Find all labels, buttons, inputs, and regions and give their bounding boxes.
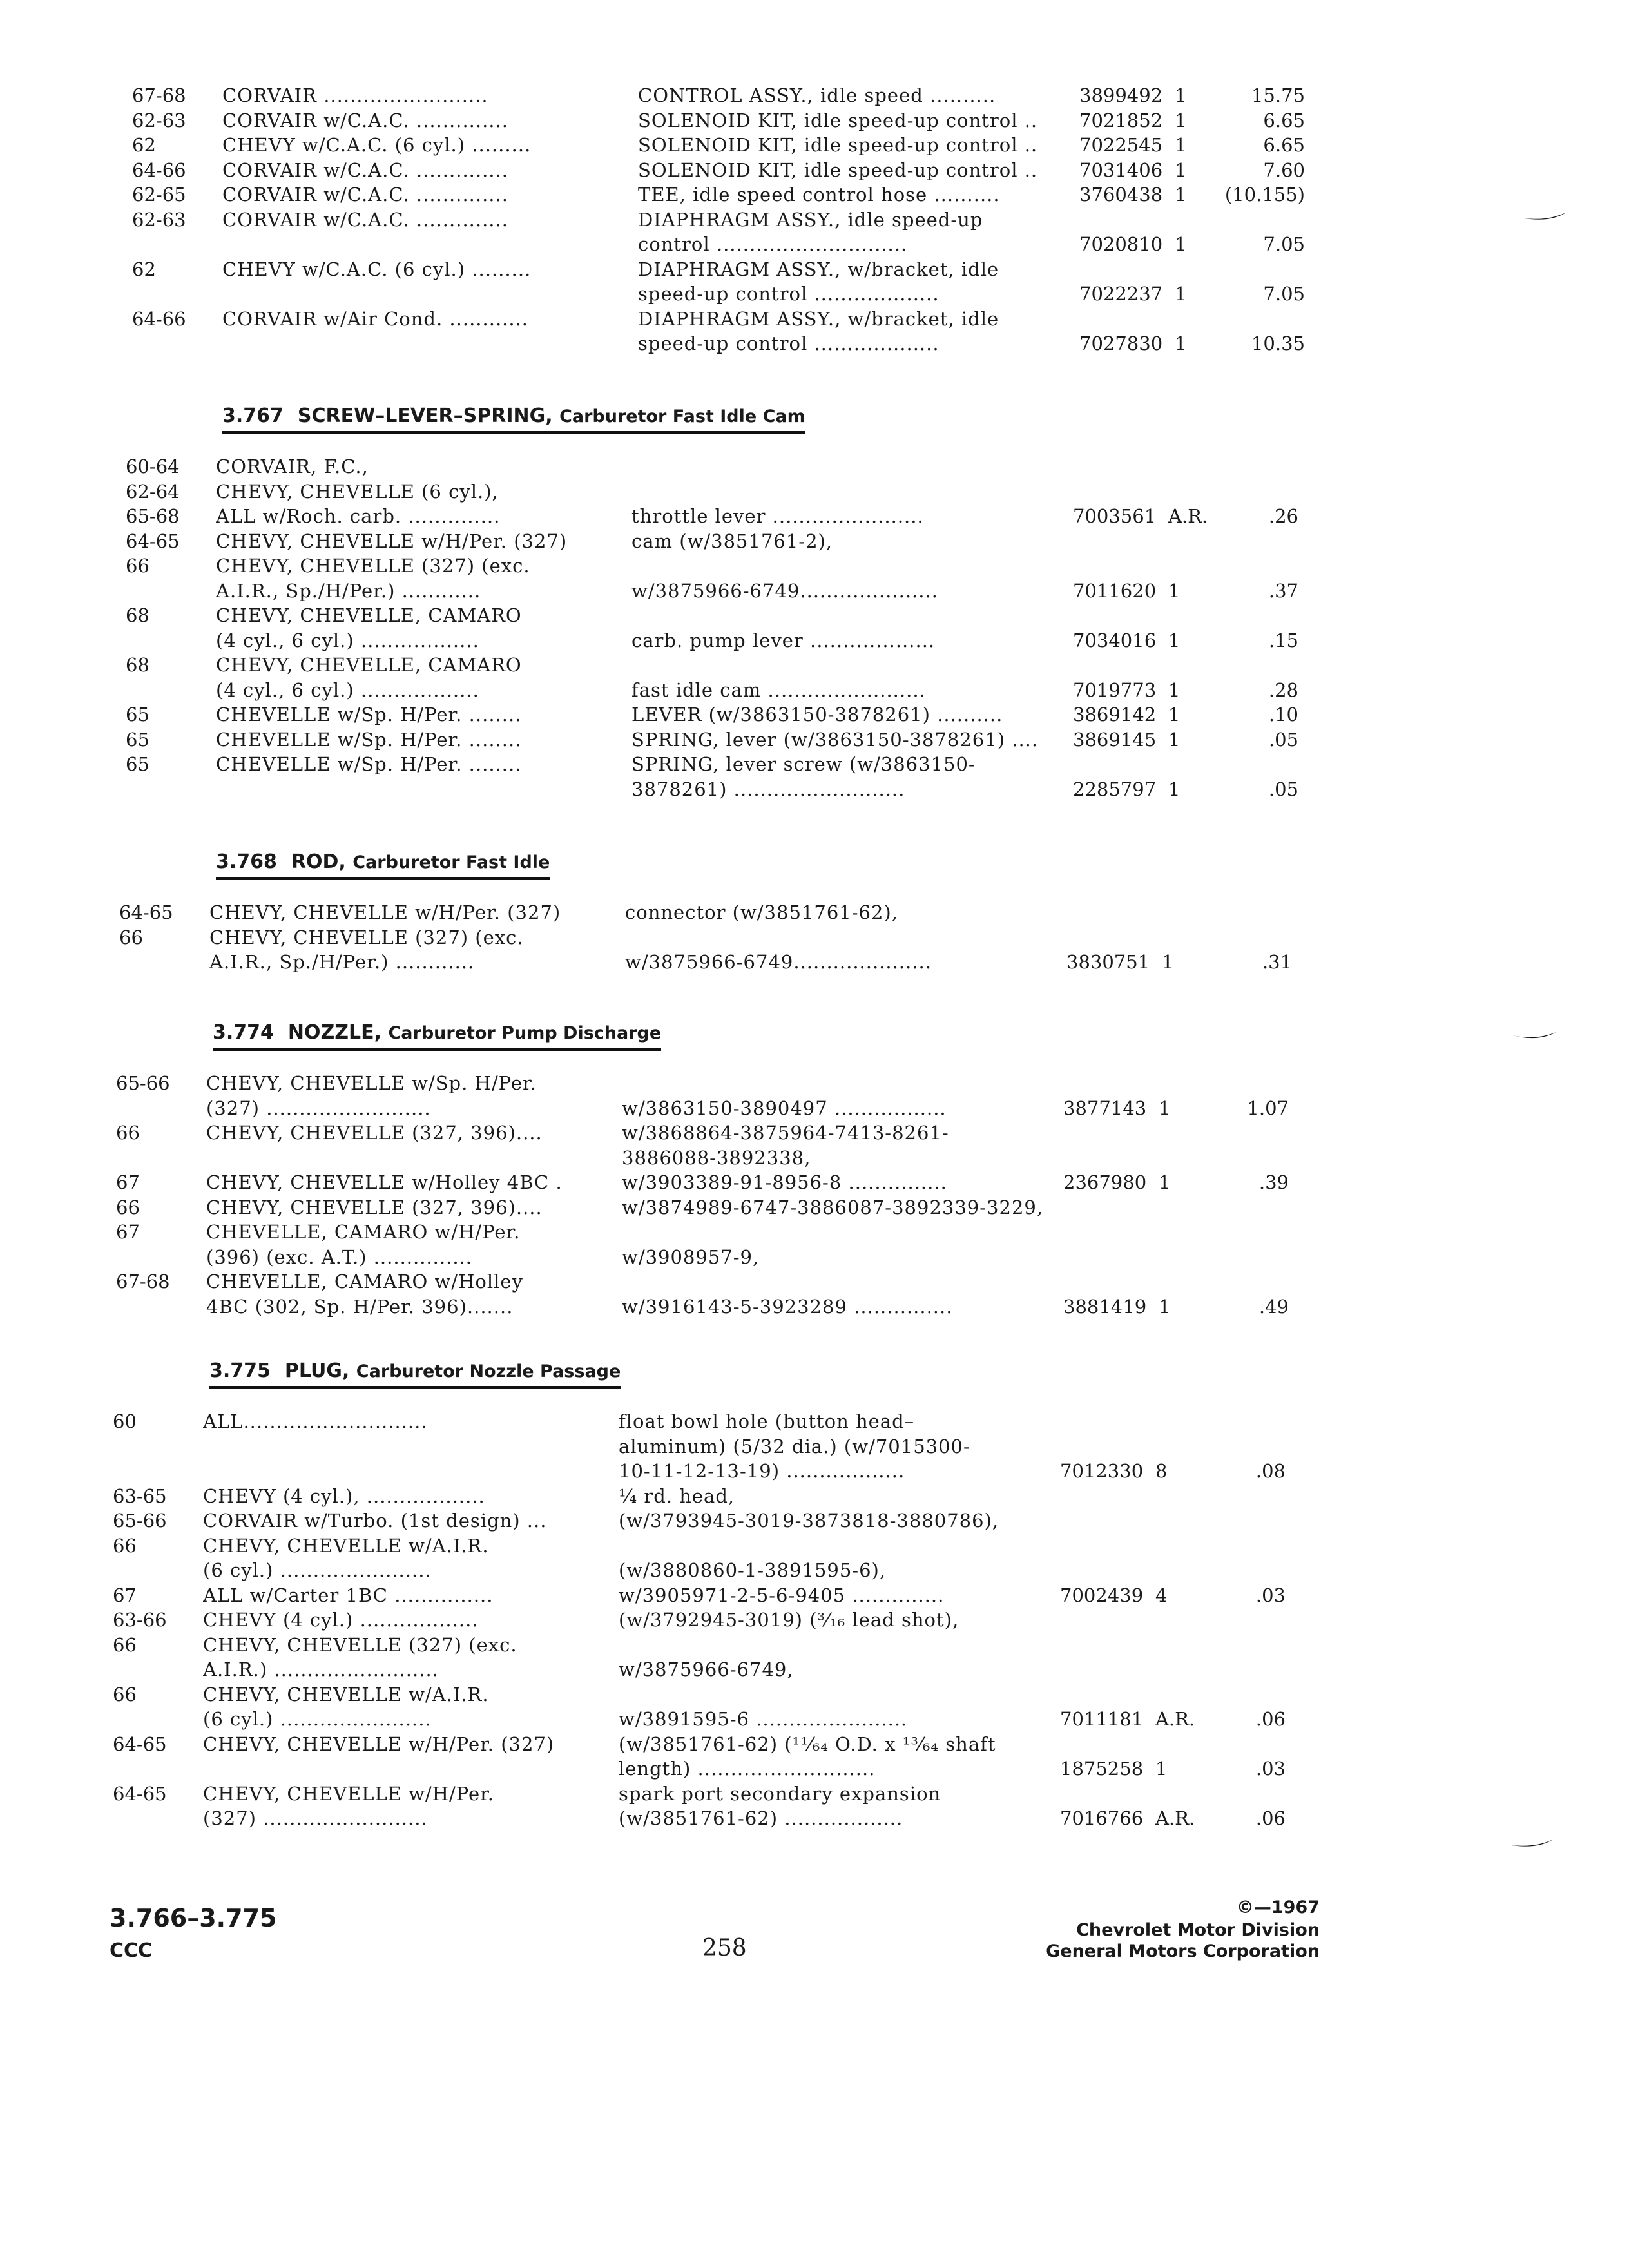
year-cell: 64-65 (119, 901, 173, 923)
year-cell: 66 (116, 1122, 140, 1144)
model-cell: A.I.R.) ......................... (203, 1658, 439, 1680)
year-cell: 67 (116, 1221, 140, 1243)
quantity-cell: 1 (1168, 778, 1181, 800)
description-cell: fast idle cam ........................ (631, 679, 926, 701)
model-cell: CORVAIR, F.C., (216, 456, 369, 477)
model-cell: CHEVY, CHEVELLE, CAMARO (216, 654, 522, 676)
price-cell: .06 (1255, 1708, 1286, 1730)
part-number-cell: 7011181 (1060, 1708, 1144, 1730)
description-cell: 3886088-3892338, (622, 1147, 811, 1169)
table-row (113, 1608, 1292, 1634)
description-cell: 3878261) .......................... (631, 778, 905, 800)
section-title: NOZZLE, (287, 1021, 382, 1044)
part-number-cell: 7019773 (1073, 679, 1157, 701)
scan-mark (1508, 1840, 1553, 1850)
description-cell: w/3874989-6747-3886087-3892339-3229, (622, 1196, 1044, 1218)
year-cell: 60 (113, 1410, 137, 1432)
section-number: 3.768 (216, 850, 277, 873)
quantity-cell: 1 (1159, 1296, 1171, 1318)
year-cell: 62-63 (132, 110, 186, 131)
model-cell: ALL w/Carter 1BC ............... (203, 1584, 494, 1606)
model-cell: CHEVY, CHEVELLE w/H/Per. (327) (209, 901, 561, 923)
table-row (113, 1757, 1292, 1783)
description-cell: w/3908957-9, (622, 1246, 760, 1268)
description-cell: SPRING, lever (w/3863150-3878261) .... (631, 729, 1039, 751)
year-cell: 62-64 (126, 481, 180, 503)
table-row (113, 1584, 1292, 1610)
quantity-cell: 1 (1168, 729, 1181, 751)
table-row (113, 1683, 1292, 1709)
year-cell: 62 (132, 258, 156, 280)
quantity-cell: 1 (1155, 1758, 1168, 1780)
year-cell: 66 (119, 927, 143, 948)
table-row (116, 1097, 1295, 1122)
description-cell: ¼ rd. head, (619, 1485, 735, 1507)
table-row (132, 332, 1311, 358)
table-row (132, 133, 1311, 159)
description-cell: (w/3880860-1-3891595-6), (619, 1559, 887, 1581)
table-row (126, 753, 1305, 778)
price-cell: .10 (1268, 704, 1298, 726)
table-row (116, 1295, 1295, 1321)
year-cell: 68 (126, 604, 149, 626)
model-cell: (396) (exc. A.T.) ............... (206, 1246, 472, 1268)
year-cell: 60-64 (126, 456, 180, 477)
model-cell: CHEVY, CHEVELLE w/H/Per. (327) (203, 1733, 555, 1755)
year-cell: 64-66 (132, 308, 186, 330)
table-row (113, 1807, 1292, 1832)
model-cell: CHEVELLE, CAMARO w/H/Per. (206, 1221, 521, 1243)
part-number-cell: 7002439 (1060, 1584, 1144, 1606)
description-cell: w/3868864-3875964-7413-8261- (622, 1122, 949, 1144)
quantity-cell: 1 (1168, 704, 1181, 726)
description-cell: w/3916143-5-3923289 ............... (622, 1296, 953, 1318)
year-cell: 64-66 (132, 159, 186, 181)
model-cell: CHEVELLE w/Sp. H/Per. ........ (216, 729, 522, 751)
part-number-cell: 7020810 (1079, 233, 1163, 255)
price-cell: .03 (1255, 1584, 1286, 1606)
year-cell: 65 (126, 704, 149, 726)
price-cell: .28 (1268, 679, 1298, 701)
part-number-cell: 3869142 (1073, 704, 1157, 726)
table-row (113, 1733, 1292, 1758)
section-number: 3.767 (222, 405, 284, 427)
description-cell: control ............................. (638, 233, 908, 255)
model-cell: CHEVY w/C.A.C. (6 cyl.) ......... (222, 134, 532, 156)
description-cell: DIAPHRAGM ASSY., w/bracket, idle (638, 308, 999, 330)
description-cell: 10-11-12-13-19) .................. (619, 1460, 905, 1482)
quantity-cell: A.R. (1168, 505, 1208, 527)
year-cell: 64-65 (113, 1733, 167, 1755)
description-cell: w/3863150-3890497 ................. (622, 1097, 947, 1119)
table-row (132, 233, 1311, 258)
table-row (126, 455, 1305, 481)
description-cell: speed-up control ................... (638, 332, 940, 354)
year-cell: 66 (126, 555, 149, 577)
part-number-cell: 3877143 (1063, 1097, 1147, 1119)
model-cell: CORVAIR w/C.A.C. .............. (222, 209, 508, 231)
year-cell: 66 (113, 1535, 137, 1557)
model-cell: CHEVY, CHEVELLE (6 cyl.), (216, 481, 499, 503)
model-cell: CHEVY, CHEVELLE w/H/Per. (203, 1783, 495, 1805)
model-cell: CORVAIR w/C.A.C. .............. (222, 110, 508, 131)
table-row (126, 778, 1305, 803)
table-row (116, 1196, 1295, 1222)
description-cell: LEVER (w/3863150-3878261) .......... (631, 704, 1003, 726)
model-cell: CHEVY, CHEVELLE w/A.I.R. (203, 1684, 489, 1706)
model-cell: CHEVY (4 cyl.), .................. (203, 1485, 485, 1507)
model-cell: CORVAIR w/C.A.C. .............. (222, 159, 508, 181)
part-number-cell: 3881419 (1063, 1296, 1147, 1318)
table-row (132, 208, 1311, 234)
table-row (132, 258, 1311, 284)
quantity-cell: A.R. (1155, 1807, 1195, 1829)
table-row (116, 1270, 1295, 1296)
table-row (132, 307, 1311, 333)
part-number-cell: 3830751 (1066, 951, 1150, 973)
table-row (132, 109, 1311, 135)
price-cell: .31 (1262, 951, 1292, 973)
description-cell: SOLENOID KIT, idle speed-up control .. (638, 110, 1038, 131)
table-row (116, 1245, 1295, 1271)
quantity-cell: 1 (1168, 580, 1181, 602)
section-header (216, 850, 550, 880)
year-cell: 66 (116, 1196, 140, 1218)
part-number-cell: 7021852 (1079, 110, 1163, 131)
description-cell: w/3875966-6749..................... (631, 580, 938, 602)
description-cell: CONTROL ASSY., idle speed .......... (638, 84, 996, 106)
part-number-cell: 3760438 (1079, 184, 1163, 206)
table-row (126, 703, 1305, 729)
part-number-cell: 7027830 (1079, 332, 1163, 354)
price-cell: 7.05 (1263, 233, 1305, 255)
section-number: 3.774 (213, 1021, 274, 1044)
description-cell: (w/3851761-62) (¹¹⁄₆₄ O.D. x ¹³⁄₆₄ shaft (619, 1733, 996, 1755)
description-cell: throttle lever ....................... (631, 505, 924, 527)
table-row (119, 901, 1298, 927)
description-cell: SPRING, lever screw (w/3863150- (631, 753, 976, 775)
table-row (119, 926, 1298, 952)
description-cell: spark port secondary expansion (619, 1783, 941, 1805)
price-cell: .39 (1258, 1171, 1289, 1193)
model-cell: 4BC (302, Sp. H/Per. 396)....... (206, 1296, 514, 1318)
price-cell: 7.05 (1263, 283, 1305, 305)
description-cell: carb. pump lever ................... (631, 629, 936, 651)
model-cell: ALL w/Roch. carb. .............. (216, 505, 501, 527)
model-cell: CHEVELLE, CAMARO w/Holley (206, 1271, 523, 1293)
footer-copyright: ©—1967 (1236, 1898, 1320, 1917)
year-cell: 65-68 (126, 505, 180, 527)
quantity-cell: 1 (1168, 679, 1181, 701)
footer-corporation: General Motors Corporation (1046, 1941, 1320, 1961)
part-number-cell: 3899492 (1079, 84, 1163, 106)
table-row (126, 604, 1305, 629)
model-cell: (327) ......................... (206, 1097, 431, 1119)
description-cell: cam (w/3851761-2), (631, 530, 833, 552)
section-title: ROD, (291, 850, 346, 873)
table-row (113, 1559, 1292, 1584)
description-cell: w/3905971-2-5-6-9405 .............. (619, 1584, 945, 1606)
section-subtitle: Carburetor Fast Idle Cam (559, 407, 805, 427)
description-cell: w/3891595-6 ....................... (619, 1708, 908, 1730)
description-cell: float bowl hole (button head– (619, 1410, 915, 1432)
quantity-cell: 1 (1175, 283, 1187, 305)
part-number-cell: 7031406 (1079, 159, 1163, 181)
section-header (209, 1360, 621, 1389)
table-row (126, 505, 1305, 530)
model-cell: (4 cyl., 6 cyl.) .................. (216, 629, 479, 651)
description-cell: w/3875966-6749, (619, 1658, 794, 1680)
year-cell: 65-66 (116, 1072, 170, 1094)
price-cell: 6.65 (1263, 110, 1305, 131)
model-cell: CHEVY, CHEVELLE (327) (exc. (209, 927, 524, 948)
price-cell: .15 (1268, 629, 1298, 651)
description-cell: connector (w/3851761-62), (625, 901, 898, 923)
model-cell: A.I.R., Sp./H/Per.) ............ (216, 580, 481, 602)
table-row (126, 579, 1305, 605)
table-row (119, 950, 1298, 976)
price-cell: .49 (1258, 1296, 1289, 1318)
part-number-cell: 1875258 (1060, 1758, 1144, 1780)
quantity-cell: 1 (1175, 134, 1187, 156)
year-cell: 65 (126, 729, 149, 751)
table-row (113, 1782, 1292, 1808)
year-cell: 64-65 (126, 530, 180, 552)
table-row (113, 1633, 1292, 1659)
description-cell: (w/3793945-3019-3873818-3880786), (619, 1510, 999, 1532)
part-number-cell: 7003561 (1073, 505, 1157, 527)
table-row (126, 554, 1305, 580)
section-subtitle: Carburetor Nozzle Passage (356, 1361, 621, 1381)
year-cell: 63-65 (113, 1485, 167, 1507)
model-cell: CHEVY, CHEVELLE (327, 396).... (206, 1122, 543, 1144)
model-cell: (6 cyl.) ....................... (203, 1559, 432, 1581)
model-cell: (6 cyl.) ....................... (203, 1708, 432, 1730)
description-cell: SOLENOID KIT, idle speed-up control .. (638, 134, 1038, 156)
model-cell: CHEVELLE w/Sp. H/Per. ........ (216, 753, 522, 775)
table-row (113, 1707, 1292, 1733)
price-cell: (10.155) (1224, 184, 1305, 206)
year-cell: 62-63 (132, 209, 186, 231)
model-cell: CHEVY, CHEVELLE w/H/Per. (327) (216, 530, 568, 552)
model-cell: CHEVY, CHEVELLE w/Holley 4BC . (206, 1171, 563, 1193)
quantity-cell: 1 (1159, 1171, 1171, 1193)
quantity-cell: 1 (1175, 110, 1187, 131)
description-cell: speed-up control ................... (638, 283, 940, 305)
price-cell: 10.35 (1251, 332, 1305, 354)
table-row (132, 282, 1311, 308)
model-cell: CORVAIR w/Turbo. (1st design) ... (203, 1510, 547, 1532)
year-cell: 67-68 (116, 1271, 170, 1293)
price-cell: 15.75 (1251, 84, 1305, 106)
table-row (116, 1171, 1295, 1196)
model-cell: CHEVY, CHEVELLE (327, 396).... (206, 1196, 543, 1218)
footer-division: Chevrolet Motor Division (1076, 1920, 1320, 1940)
price-cell: .26 (1268, 505, 1298, 527)
part-number-cell: 3869145 (1073, 729, 1157, 751)
price-cell: .08 (1255, 1460, 1286, 1482)
table-row (132, 183, 1311, 209)
model-cell: CHEVY w/C.A.C. (6 cyl.) ......... (222, 258, 532, 280)
model-cell: (4 cyl., 6 cyl.) .................. (216, 679, 479, 701)
price-cell: 6.65 (1263, 134, 1305, 156)
footer-range: 3.766–3.775 (110, 1904, 277, 1932)
part-number-cell: 7022545 (1079, 134, 1163, 156)
table-row (113, 1410, 1292, 1436)
quantity-cell: 1 (1175, 184, 1187, 206)
quantity-cell: 4 (1155, 1584, 1168, 1606)
table-row (126, 629, 1305, 655)
model-cell: CORVAIR ......................... (222, 84, 488, 106)
description-cell: w/3875966-6749..................... (625, 951, 932, 973)
year-cell: 67-68 (132, 84, 186, 106)
table-row (126, 653, 1305, 679)
table-row (132, 159, 1311, 184)
price-cell: 7.60 (1263, 159, 1305, 181)
quantity-cell: 1 (1175, 84, 1187, 106)
table-row (113, 1509, 1292, 1535)
part-number-cell: 2367980 (1063, 1171, 1147, 1193)
table-row (113, 1459, 1292, 1485)
part-number-cell: 2285797 (1073, 778, 1157, 800)
model-cell: CHEVY (4 cyl.) .................. (203, 1609, 479, 1631)
section-subtitle: Carburetor Pump Discharge (388, 1023, 662, 1043)
model-cell: CHEVY, CHEVELLE (327) (exc. (216, 555, 530, 577)
scan-mark (1521, 213, 1566, 223)
table-row (116, 1220, 1295, 1246)
price-cell: .06 (1255, 1807, 1286, 1829)
model-cell: ALL............................ (203, 1410, 428, 1432)
quantity-cell: 1 (1175, 233, 1187, 255)
part-number-cell: 7012330 (1060, 1460, 1144, 1482)
year-cell: 67 (113, 1584, 137, 1606)
table-row (116, 1146, 1295, 1172)
year-cell: 66 (113, 1684, 137, 1706)
description-cell: TEE, idle speed control hose .......... (638, 184, 1000, 206)
section-header (213, 1021, 661, 1051)
table-row (116, 1072, 1295, 1097)
section-title: SCREW–LEVER–SPRING, (297, 405, 553, 427)
table-row (113, 1534, 1292, 1560)
table-row (126, 530, 1305, 555)
section-number: 3.775 (209, 1360, 271, 1382)
quantity-cell: 1 (1162, 951, 1174, 973)
page-number: 258 (702, 1935, 747, 1961)
model-cell: CORVAIR w/C.A.C. .............. (222, 184, 508, 206)
scan-mark (1511, 1031, 1556, 1041)
section-title: PLUG, (284, 1360, 350, 1382)
model-cell: A.I.R., Sp./H/Per.) ............ (209, 951, 475, 973)
table-row (113, 1435, 1292, 1461)
table-row (126, 678, 1305, 704)
table-row (113, 1658, 1292, 1684)
table-row (126, 480, 1305, 506)
footer-code: CCC (110, 1939, 153, 1962)
part-number-cell: 7022237 (1079, 283, 1163, 305)
year-cell: 62-65 (132, 184, 186, 206)
description-cell: w/3903389-91-8956-8 ............... (622, 1171, 947, 1193)
price-cell: .05 (1268, 729, 1298, 751)
model-cell: CORVAIR w/Air Cond. ............ (222, 308, 529, 330)
description-cell: SOLENOID KIT, idle speed-up control .. (638, 159, 1038, 181)
table-row (113, 1485, 1292, 1510)
model-cell: CHEVY, CHEVELLE w/Sp. H/Per. (206, 1072, 537, 1094)
year-cell: 65 (126, 753, 149, 775)
price-cell: 1.07 (1247, 1097, 1289, 1119)
year-cell: 62 (132, 134, 156, 156)
year-cell: 68 (126, 654, 149, 676)
description-cell: DIAPHRAGM ASSY., idle speed-up (638, 209, 983, 231)
model-cell: CHEVY, CHEVELLE w/A.I.R. (203, 1535, 489, 1557)
description-cell: DIAPHRAGM ASSY., w/bracket, idle (638, 258, 999, 280)
quantity-cell: 8 (1155, 1460, 1168, 1482)
section-header (222, 405, 805, 434)
table-row (132, 84, 1311, 110)
part-number-cell: 7034016 (1073, 629, 1157, 651)
price-cell: .37 (1268, 580, 1298, 602)
model-cell: CHEVY, CHEVELLE (327) (exc. (203, 1634, 517, 1656)
table-row (126, 728, 1305, 754)
model-cell: (327) ......................... (203, 1807, 428, 1829)
part-number-cell: 7016766 (1060, 1807, 1144, 1829)
description-cell: (w/3851761-62) .................. (619, 1807, 903, 1829)
description-cell: (w/3792945-3019) (³⁄₁₆ lead shot), (619, 1609, 959, 1631)
section-subtitle: Carburetor Fast Idle (352, 852, 550, 872)
year-cell: 64-65 (113, 1783, 167, 1805)
quantity-cell: A.R. (1155, 1708, 1195, 1730)
price-cell: .05 (1268, 778, 1298, 800)
description-cell: length) ........................... (619, 1758, 876, 1780)
model-cell: CHEVY, CHEVELLE, CAMARO (216, 604, 522, 626)
year-cell: 63-66 (113, 1609, 167, 1631)
quantity-cell: 1 (1159, 1097, 1171, 1119)
year-cell: 66 (113, 1634, 137, 1656)
year-cell: 67 (116, 1171, 140, 1193)
part-number-cell: 7011620 (1073, 580, 1157, 602)
quantity-cell: 1 (1175, 332, 1187, 354)
year-cell: 65-66 (113, 1510, 167, 1532)
price-cell: .03 (1255, 1758, 1286, 1780)
table-row (116, 1121, 1295, 1147)
quantity-cell: 1 (1168, 629, 1181, 651)
model-cell: CHEVELLE w/Sp. H/Per. ........ (216, 704, 522, 726)
quantity-cell: 1 (1175, 159, 1187, 181)
description-cell: aluminum) (5/32 dia.) (w/7015300- (619, 1436, 970, 1457)
